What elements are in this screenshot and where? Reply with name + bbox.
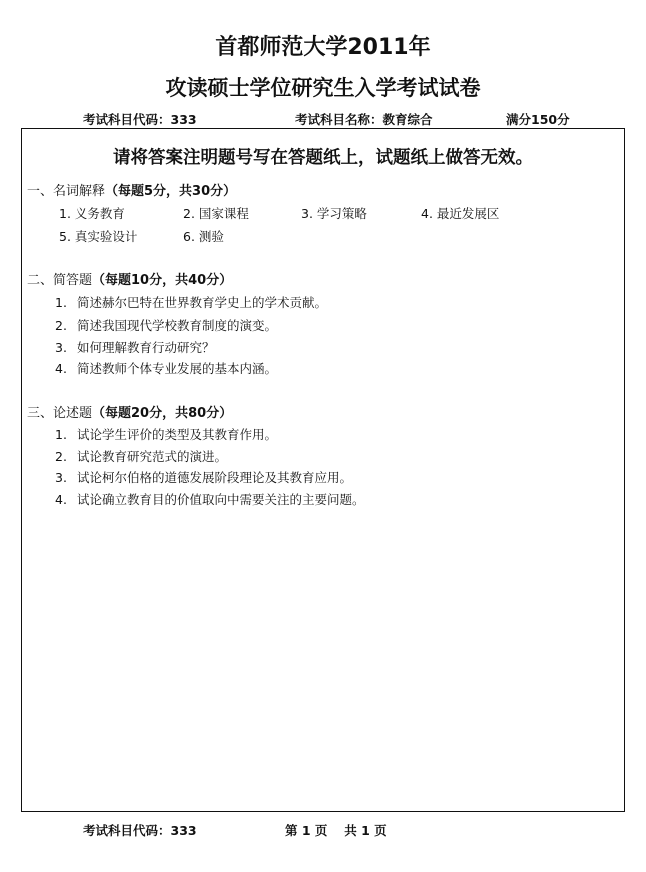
term-text: 国家课程: [198, 206, 249, 221]
question-number: 1.: [55, 295, 67, 310]
term-item: [183, 227, 224, 245]
school-title: 首都师范大学2011年: [215, 35, 431, 60]
term-item: [421, 204, 499, 222]
question-text: 试论柯尔伯格的道德发展阶段理论及其教育应用。: [77, 470, 353, 485]
term-item: [301, 204, 367, 222]
term-number: 1.: [59, 206, 71, 221]
question-text: 简述赫尔巴特在世界教育学史上的学术贡献。: [77, 295, 328, 310]
section-title-terms: [27, 180, 236, 199]
question-item: [55, 490, 365, 508]
term-text: 义务教育: [74, 206, 125, 221]
question-text: 试论学生评价的类型及其教育作用。: [77, 427, 278, 442]
question-number: 3.: [55, 470, 67, 485]
term-number: 2.: [183, 206, 195, 221]
section-title-essay: [27, 402, 232, 421]
exam-frame: [21, 128, 625, 812]
question-text: 如何理解教育行动研究？: [77, 340, 215, 355]
footer-page-info: 第 1 页 共 1 页: [285, 823, 387, 838]
section-title-short-answer: [27, 269, 232, 288]
answer-instruction: 请将答案注明题号写在答题纸上，试题纸上做答无效。: [113, 148, 533, 168]
section-hint: （每题20分，共80分）: [92, 406, 233, 421]
section-prefix: 一、名词解释: [27, 184, 106, 199]
question-number: 1.: [55, 427, 67, 442]
term-number: 5.: [59, 229, 71, 244]
full-score: 满分150分: [506, 112, 570, 127]
term-text: 学习策略: [316, 206, 367, 221]
question-item: [55, 316, 277, 334]
question-number: 4.: [55, 492, 67, 507]
section-prefix: 三、论述题: [27, 406, 93, 421]
term-text: 最近发展区: [436, 206, 500, 221]
question-number: 2.: [55, 449, 67, 464]
term-item: [59, 204, 125, 222]
term-item: [59, 227, 137, 245]
question-item: [55, 468, 352, 486]
question-text: 简述我国现代学校教育制度的演变。: [77, 318, 278, 333]
question-number: 2.: [55, 318, 67, 333]
section-prefix: 二、简答题: [27, 273, 93, 288]
question-item: [55, 425, 277, 443]
question-item: [55, 359, 277, 377]
subject-code: 考试科目代码：333: [83, 112, 197, 127]
question-text: 简述教师个体专业发展的基本内涵。: [77, 361, 278, 376]
question-item: [55, 447, 227, 465]
subject-name: 考试科目名称：教育综合: [295, 112, 433, 127]
question-item: [55, 338, 215, 356]
term-text: 测验: [198, 229, 224, 244]
exam-title: 攻读硕士学位研究生入学考试试卷: [165, 76, 481, 100]
section-hint: （每题5分，共30分）: [105, 184, 237, 199]
question-item: [55, 293, 327, 311]
question-text: 试论教育研究范式的演进。: [77, 449, 228, 464]
question-text: 试论确立教育目的价值取向中需要关注的主要问题。: [77, 492, 365, 507]
term-number: 3.: [301, 206, 313, 221]
footer-subject-code: 考试科目代码：333: [83, 823, 197, 838]
term-text: 真实验设计: [74, 229, 138, 244]
section-hint: （每题10分，共40分）: [92, 273, 233, 288]
term-item: [183, 204, 249, 222]
question-number: 4.: [55, 361, 67, 376]
term-number: 4.: [421, 206, 433, 221]
term-number: 6.: [183, 229, 195, 244]
question-number: 3.: [55, 340, 67, 355]
